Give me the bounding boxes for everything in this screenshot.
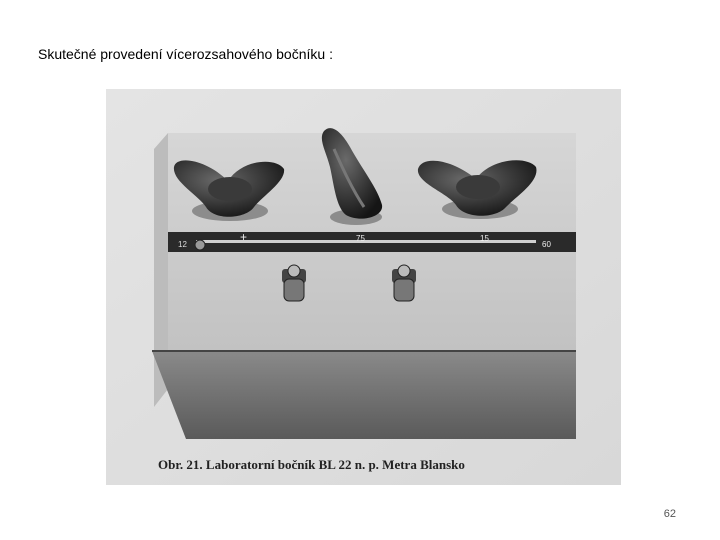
shunt-box-front: [152, 351, 576, 439]
strip-label-center: 75: [356, 234, 365, 243]
left-binding-post: [282, 265, 306, 301]
figure-caption: Obr. 21. Laboratorní bočník BL 22 n. p. Metra Blansko: [158, 457, 465, 472]
slide-title: Skutečné provedení vícerozsahového bočníku :: [38, 46, 333, 62]
shunt-photo: [106, 89, 621, 485]
page-number: 62: [663, 508, 676, 520]
strip-label-left: 12: [178, 240, 187, 249]
strip-label-plus: +: [240, 230, 248, 244]
strip-label-right: 60: [542, 240, 551, 249]
right-binding-post: [392, 265, 416, 301]
strip-label-right-mid: 15: [480, 234, 489, 243]
